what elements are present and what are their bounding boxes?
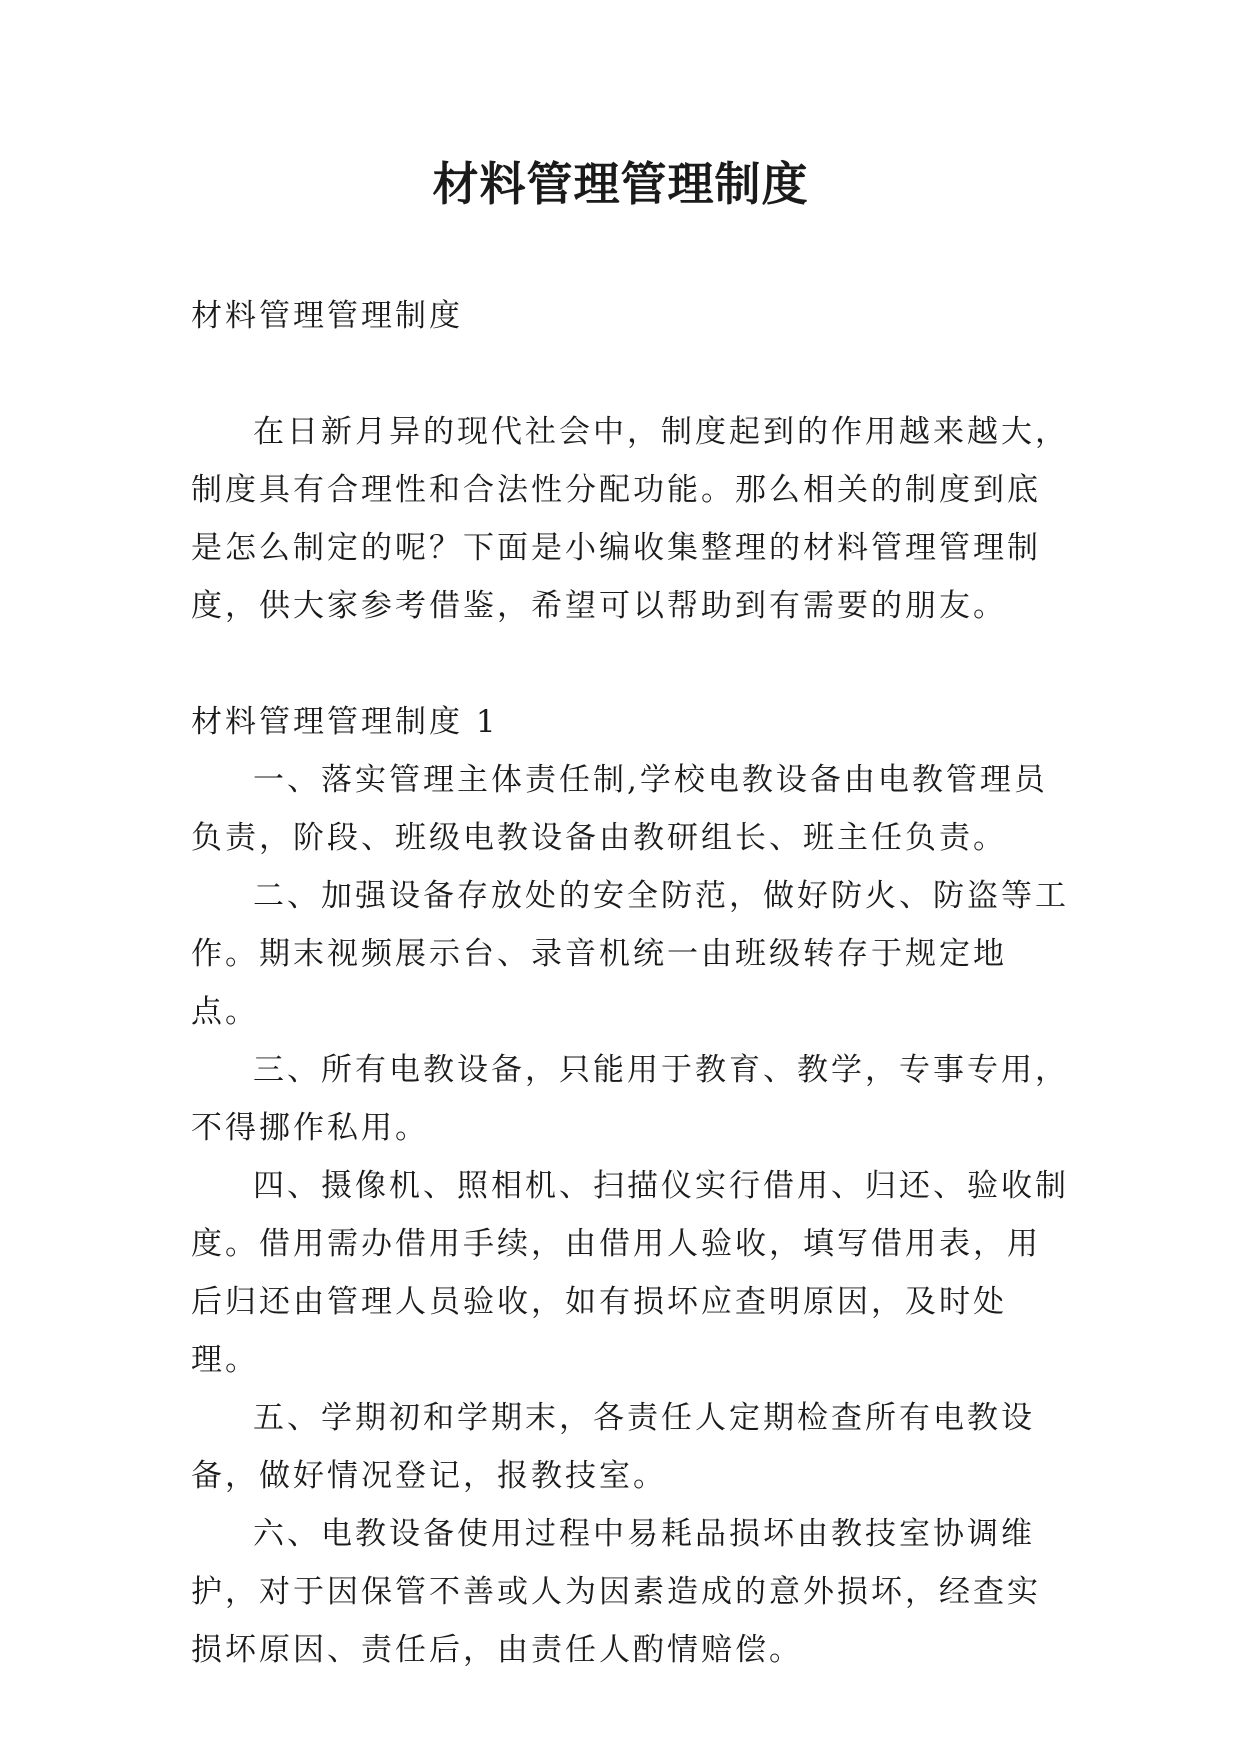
document-body — [191, 287, 1071, 1679]
rule-item-3: 三、所有电教设备，只能用于教育、教学，专事专用，不得挪作私用。 — [191, 1052, 1069, 1146]
rule-item-4: 四、摄像机、照相机、扫描仪实行借用、归还、验收制度。借用需办借用手续，由借用人验收，填写借用表，用后归还由管理人员验收，如有损坏应查明原因，及时处理。 — [191, 1168, 1069, 1378]
rule-item-5: 五、学期初和学期末，各责任人定期检查所有电教设备，做好情况登记，报教技室。 — [191, 1400, 1035, 1494]
rule-item-2: 二、加强设备存放处的安全防范，做好防火、防盗等工作。期末视频展示台、录音机统一由班级转存于规定地点。 — [191, 878, 1069, 1030]
rule-item-1: 一、落实管理主体责任制,学校电教设备由电教管理员负责，阶段、班级电教设备由教研组长、班主任负责。 — [191, 762, 1048, 856]
document-title: 材料管理管理制度 — [432, 157, 809, 211]
rule-item-6: 六、电教设备使用过程中易耗品损坏由教技室协调维护，对于因保管不善或人为因素造成的意外损坏，经查实损坏原因、责任后，由责任人酌情赔偿。 — [191, 1516, 1041, 1668]
document-subtitle: 材料管理管理制度 — [191, 298, 463, 334]
section-heading: 材料管理管理制度 1 — [191, 704, 499, 740]
intro-paragraph: 在日新月异的现代社会中，制度起到的作用越来越大，制度具有合理性和合法性分配功能。那么相关的制度到底是怎么制定的呢？下面是小编收集整理的材料管理管理制度，供大家参考借鉴，希望可以帮助到有需要的朋友。 — [191, 414, 1069, 624]
